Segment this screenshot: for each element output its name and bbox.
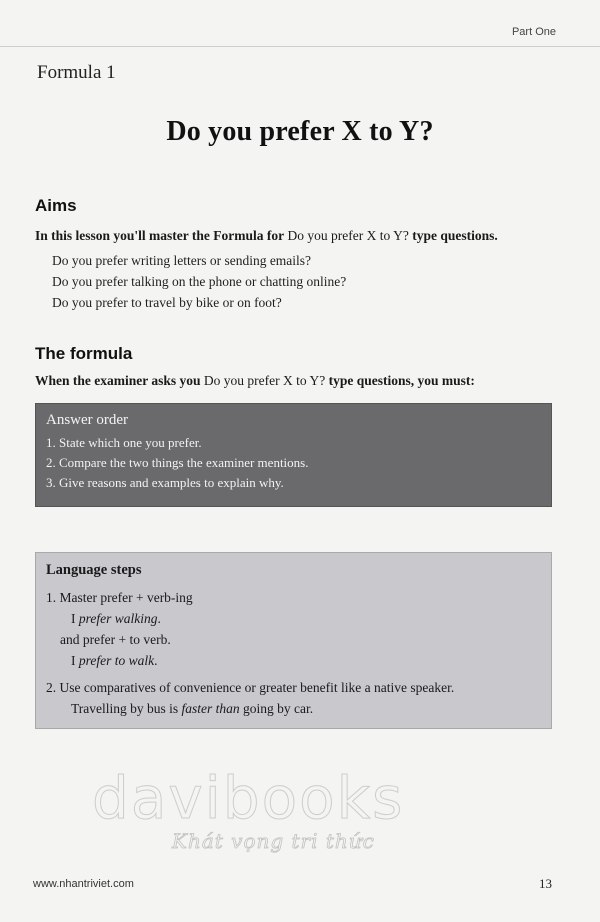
answer-order-item: 2. Compare the two things the examiner mentions.: [46, 455, 309, 470]
language-steps-content: [46, 587, 541, 719]
step-1: 1. Master prefer + verb-ing: [46, 590, 193, 605]
step-2: 2. Use comparatives of convenience or greater benefit like a native speaker.: [46, 680, 455, 695]
example-italic: prefer walking: [78, 611, 158, 626]
formula-intro-bold-1: When the examiner asks you: [35, 373, 201, 388]
formula-intro-question: Do you prefer X to Y?: [203, 373, 326, 388]
answer-order-item: 1. State which one you prefer.: [46, 435, 202, 450]
example-italic: faster than: [181, 701, 240, 716]
example-questions: [52, 250, 346, 313]
example-question: Do you prefer writing letters or sending emails?: [52, 253, 312, 268]
example-text: Travelling by bus is: [71, 701, 182, 716]
example-text: .: [154, 653, 158, 668]
step-1b-example: [46, 650, 541, 671]
page-title: Do you prefer X to Y?: [166, 116, 434, 147]
page-number: 13: [539, 876, 552, 891]
example-text: I: [71, 653, 79, 668]
running-header: Part One: [511, 26, 556, 38]
header-divider: [0, 46, 600, 47]
footer-url: www.nhantriviet.com: [33, 878, 134, 890]
answer-order-box: [35, 403, 552, 507]
formula-intro: [35, 373, 475, 389]
step-1b: and prefer + to verb.: [60, 632, 171, 647]
example-text: going by car.: [239, 701, 314, 716]
example-text: .: [157, 611, 161, 626]
watermark-tagline: Khát vọng tri thức: [172, 829, 375, 853]
language-steps-box: [35, 552, 552, 729]
formula-label: Formula 1: [37, 62, 116, 83]
language-steps-title: Language steps: [46, 562, 142, 578]
aims-intro: [35, 228, 498, 244]
formula-heading: The formula: [35, 344, 133, 363]
aims-intro-question: Do you prefer X to Y?: [287, 228, 409, 243]
example-question: Do you prefer to travel by bike or on foot?: [52, 295, 282, 310]
step-2-example: [46, 698, 541, 719]
formula-intro-bold-2: type questions, you must:: [328, 373, 475, 388]
example-question: Do you prefer talking on the phone or chatting online?: [52, 274, 347, 289]
answer-order-list: [46, 433, 541, 493]
example-italic: prefer to walk: [78, 653, 155, 668]
aims-intro-bold-2: type questions.: [412, 228, 498, 243]
aims-heading: Aims: [35, 196, 77, 215]
aims-intro-bold-1: In this lesson you'll master the Formula for: [35, 228, 285, 243]
answer-order-item: 3. Give reasons and examples to explain why.: [46, 475, 284, 490]
watermark-brand: davibooks: [92, 764, 405, 832]
example-text: I: [71, 611, 79, 626]
answer-order-title: Answer order: [46, 412, 129, 428]
step-1-example: [46, 608, 541, 629]
